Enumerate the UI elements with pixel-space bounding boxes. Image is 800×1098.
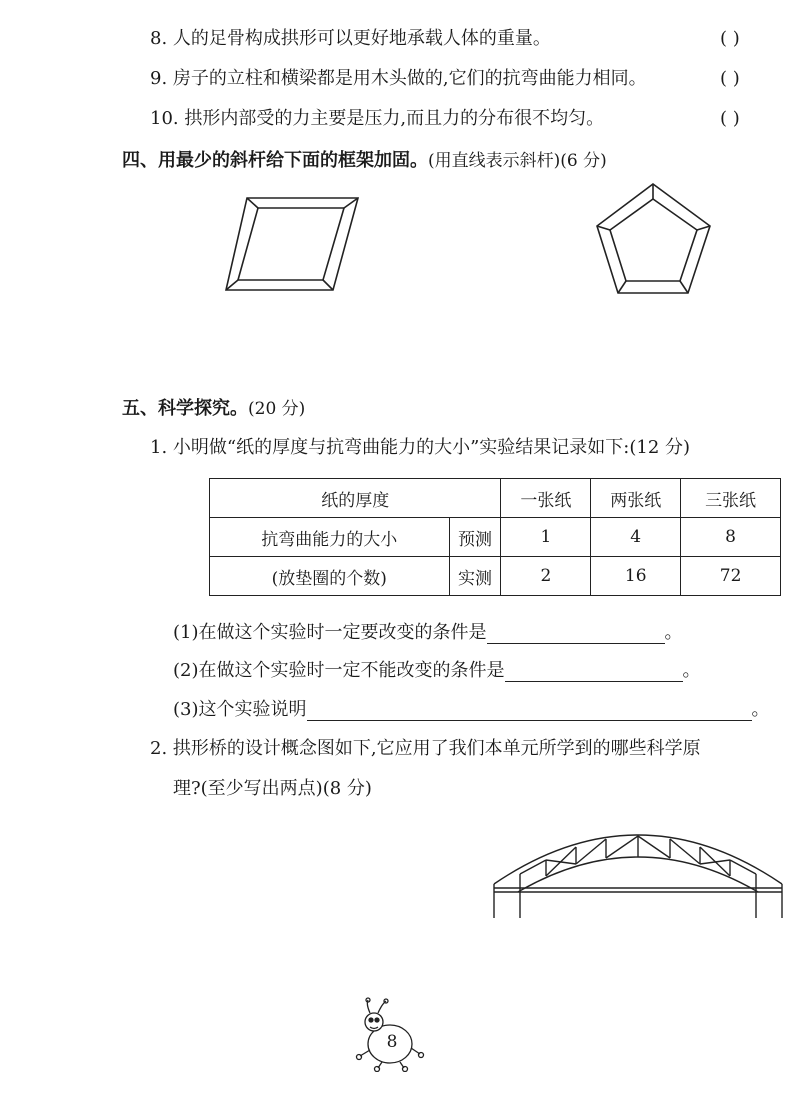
judgement-item-10: 10. 拱形内部受的力主要是压力,而且力的分布很不均匀。: [150, 108, 605, 129]
row-label-line1: 抗弯曲能力的大小: [210, 518, 450, 557]
actual-value-1: 2: [501, 557, 591, 596]
actual-value-2: 16: [591, 557, 681, 596]
actual-label: 实测: [449, 557, 501, 596]
table-row-predict: [210, 518, 781, 557]
answer-paren-8[interactable]: ( ): [720, 28, 740, 49]
margin-paren-7: [0, 967, 1, 988]
section-5-note: (20 分): [248, 399, 306, 419]
answer-paren-10[interactable]: ( ): [720, 108, 740, 129]
margin-paren-1: [0, 598, 1, 619]
margin-paren-4: [0, 762, 1, 783]
answer-blank-1[interactable]: [487, 625, 665, 644]
header-three-sheets: 三张纸: [681, 479, 781, 518]
header-one-sheet: 一张纸: [501, 479, 591, 518]
header-thickness: 纸的厚度: [210, 479, 501, 518]
table-row-actual: [210, 557, 781, 596]
section-4-heading: [122, 150, 607, 172]
margin-paren-3: [0, 722, 1, 743]
answer-blank-3[interactable]: [307, 702, 752, 721]
answer-blank-2[interactable]: [505, 663, 683, 682]
judgement-item-8: 8. 人的足骨构成拱形可以更好地承载人体的重量。: [150, 28, 551, 49]
actual-value-3: 72: [681, 557, 781, 596]
predict-value-2: 4: [591, 518, 681, 557]
section-4-note: (用直线表示斜杆)(6 分): [428, 151, 607, 171]
section-5-title: 五、科学探究。: [122, 398, 248, 419]
margin-paren-2: [0, 640, 1, 661]
end-mark-2: 。: [682, 660, 701, 681]
arch-bridge-diagram: [488, 818, 788, 920]
section-4-title: 四、用最少的斜杆给下面的框架加固。: [122, 150, 428, 171]
judgement-item-9: 9. 房子的立柱和横梁都是用木头做的,它们的抗弯曲能力相同。: [150, 68, 647, 89]
experiment-table: [209, 478, 781, 596]
question-2-line2: 理?(至少写出两点)(8 分): [173, 778, 372, 799]
sub-question-3-text: (3)这个实验说明: [173, 699, 307, 720]
predict-value-1: 1: [501, 518, 591, 557]
sub-question-1: [173, 622, 683, 644]
sub-question-1-text: (1)在做这个实验时一定要改变的条件是: [173, 622, 487, 643]
margin-paren-6: [0, 884, 1, 905]
question-1-text: 1. 小明做“纸的厚度与抗弯曲能力的大小”实验结果记录如下:(12 分): [150, 437, 691, 458]
answer-paren-9[interactable]: ( ): [720, 68, 740, 89]
predict-value-3: 8: [681, 518, 781, 557]
question-2-line1: 2. 拱形桥的设计概念图如下,它应用了我们本单元所学到的哪些科学原: [150, 738, 701, 759]
page-number: 8: [386, 1032, 398, 1052]
end-mark-3: 。: [751, 699, 770, 720]
table-header-row: [210, 479, 781, 518]
sub-question-3: [173, 699, 770, 721]
pentagon-frame[interactable]: [595, 180, 715, 300]
row-label-line2: (放垫圈的个数): [210, 557, 450, 596]
margin-paren-5: [0, 845, 1, 866]
end-mark-1: 。: [664, 622, 683, 643]
section-5-heading: [122, 398, 305, 420]
sub-question-2-text: (2)在做这个实验时一定不能改变的条件是: [173, 660, 505, 681]
sub-question-2: [173, 660, 701, 682]
parallelogram-frame[interactable]: [220, 190, 370, 300]
header-two-sheets: 两张纸: [591, 479, 681, 518]
predict-label: 预测: [449, 518, 501, 557]
